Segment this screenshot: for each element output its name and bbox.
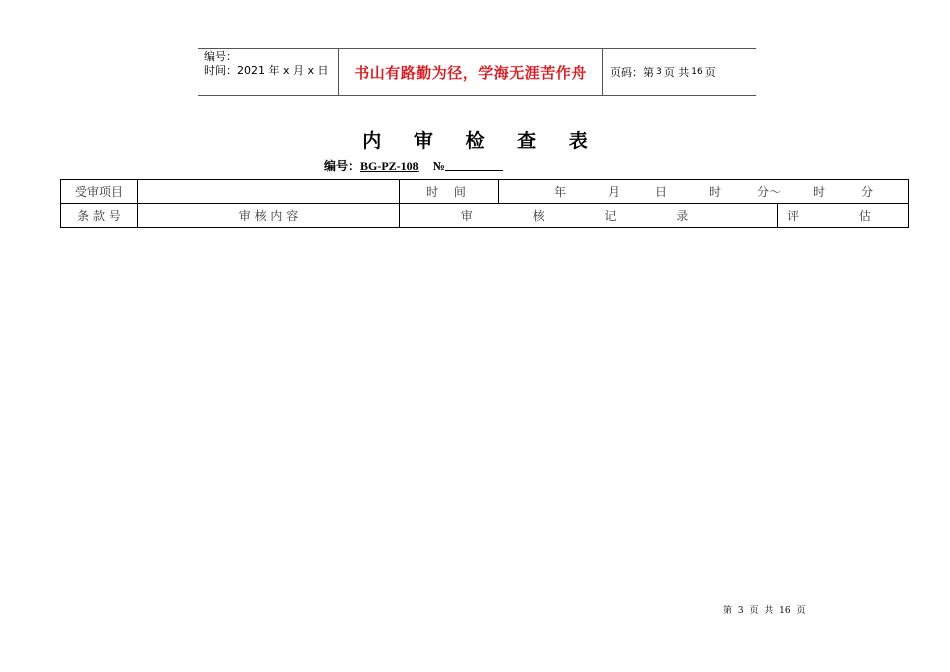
time-label-cell: [400, 180, 499, 204]
audit-table: [60, 179, 909, 228]
doc-code-label: 编号：: [324, 159, 361, 173]
page-header: [198, 48, 756, 96]
header-code-label: 编号：: [204, 50, 237, 63]
document-code: [324, 157, 503, 174]
header-left-cell: [198, 49, 339, 95]
title-char: 查: [517, 130, 537, 152]
dt-hour: 时: [709, 185, 722, 199]
page-current: 3: [656, 67, 662, 77]
title-char: 审: [413, 130, 433, 152]
dt-month: 月: [607, 185, 620, 199]
title-char: 内: [362, 130, 382, 152]
datetime-cell[interactable]: [499, 180, 909, 204]
header-motto: 书山有路勤为径，学海无涯苦作舟: [339, 49, 603, 95]
eval-label-cell: [778, 204, 909, 228]
project-label: 受审项目: [74, 185, 123, 199]
page-suffix: 页: [704, 66, 716, 79]
page-footer: 第 3 页 共 16 页: [723, 606, 806, 616]
dt-hour-end: 时: [813, 185, 826, 199]
project-input-cell[interactable]: [138, 180, 400, 204]
title-char: 检: [465, 130, 485, 152]
page-total: 16: [691, 67, 703, 77]
title-char: 表: [568, 130, 588, 152]
clause-label-cell: [61, 204, 138, 228]
doc-no-label: №: [432, 159, 445, 173]
page-mid: 页 共: [663, 66, 690, 79]
record-label: 审 核 记 录: [460, 209, 717, 223]
page-prefix: 页码：第: [610, 66, 654, 79]
project-label-cell: [61, 180, 138, 204]
table-row: [61, 204, 909, 228]
eval-label: 评 估: [787, 209, 899, 223]
doc-code-value: BG-PZ-108: [360, 159, 419, 173]
dt-minute-end: 分: [861, 185, 874, 199]
record-label-cell: [400, 204, 778, 228]
header-page-info: [603, 49, 756, 95]
doc-no-blank[interactable]: [445, 158, 503, 171]
header-time-label: 时间：2021 年 x 月 x 日: [204, 64, 329, 77]
content-label: 审 核 内 容: [238, 209, 299, 223]
dt-year: 年: [553, 185, 566, 199]
content-label-cell: [138, 204, 400, 228]
table-row: [61, 180, 909, 204]
time-label: 时 间: [426, 185, 472, 199]
document-title: [0, 126, 950, 153]
clause-label: 条 款 号: [77, 209, 121, 223]
dt-day: 日: [654, 185, 667, 199]
dt-minute: 分～: [757, 185, 782, 199]
